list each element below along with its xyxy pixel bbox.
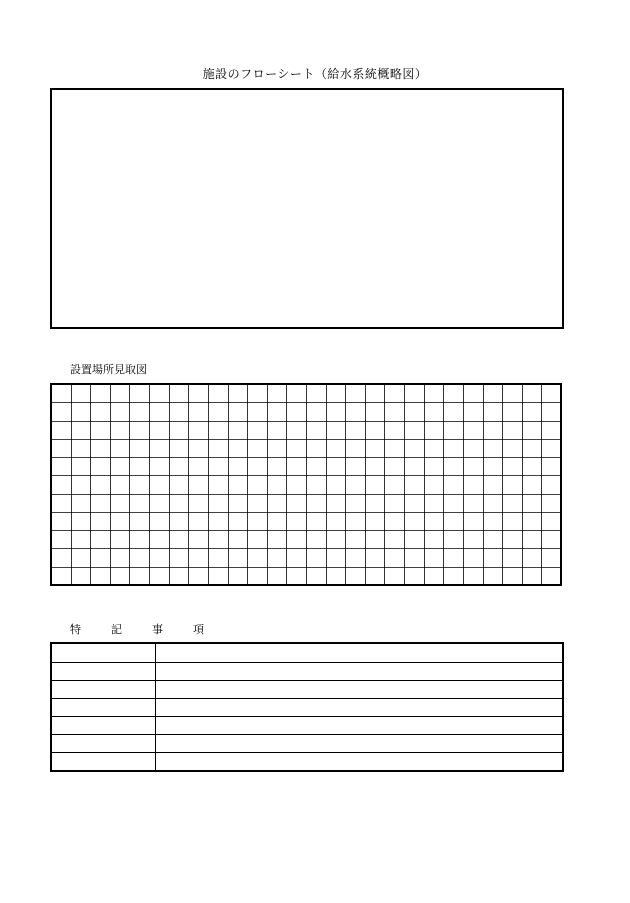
notes-label-char-4: 項 bbox=[193, 623, 204, 636]
notes-row-value bbox=[156, 699, 562, 716]
notes-table bbox=[50, 642, 564, 772]
notes-row-value bbox=[156, 644, 562, 662]
notes-label-char-3: 事 bbox=[152, 623, 163, 636]
notes-row-value bbox=[156, 663, 562, 680]
flow-sheet-box bbox=[50, 88, 564, 329]
notes-row-label bbox=[52, 699, 156, 716]
notes-row-label bbox=[52, 681, 156, 698]
notes-row-value bbox=[156, 735, 562, 752]
notes-row-value bbox=[156, 753, 562, 770]
notes-row-value bbox=[156, 681, 562, 698]
notes-row-label bbox=[52, 717, 156, 734]
notes-row-value bbox=[156, 717, 562, 734]
notes-label bbox=[70, 623, 234, 637]
notes-row bbox=[52, 734, 562, 752]
notes-row bbox=[52, 716, 562, 734]
site-map-grid-lines bbox=[50, 383, 562, 586]
grid-border bbox=[51, 384, 561, 585]
notes-row-label bbox=[52, 644, 156, 662]
notes-row-label bbox=[52, 735, 156, 752]
notes-row bbox=[52, 680, 562, 698]
notes-row bbox=[52, 752, 562, 770]
document-title: 施設のフローシート（給水系統概略図） bbox=[202, 67, 428, 81]
notes-row-label bbox=[52, 663, 156, 680]
site-map-label: 設置場所見取図 bbox=[70, 363, 147, 376]
notes-row bbox=[52, 662, 562, 680]
notes-label-char-2: 記 bbox=[111, 623, 122, 636]
notes-label-char-1: 特 bbox=[70, 623, 81, 636]
notes-row bbox=[52, 698, 562, 716]
notes-row-label bbox=[52, 753, 156, 770]
notes-row bbox=[52, 644, 562, 662]
site-map-grid bbox=[50, 383, 562, 586]
